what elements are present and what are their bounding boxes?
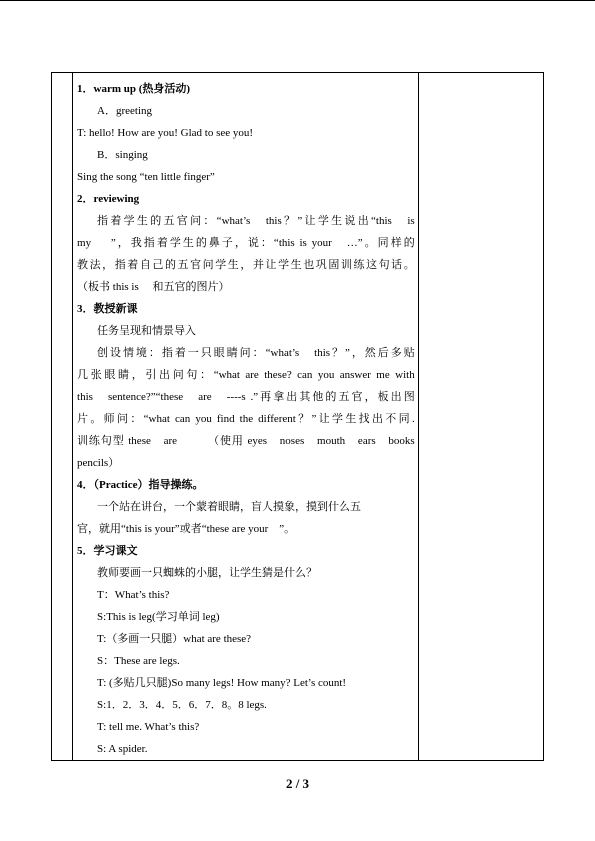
text-line: T: hello! How are you! Glad to see you! — [77, 127, 254, 139]
notes-cell — [418, 73, 543, 761]
text-line: 指着学生的五官问：“what’s this？”让学生说出“this is — [97, 215, 415, 227]
page-number: 2 / 3 — [285, 776, 310, 791]
left-margin-cell — [52, 73, 73, 761]
text-line: 教师要画一只蜘蛛的小腿，让学生猜是什么？ — [97, 567, 318, 579]
section-heading-reviewing: 2．reviewing — [77, 193, 140, 205]
text-line: 官，就用“this is your”或者“these are your ”。 — [77, 523, 296, 535]
text-line: pencils） — [77, 457, 120, 469]
text-line: 训练句型 these are （使用 eyes noses mouth ears books — [77, 435, 415, 447]
top-rule — [0, 0, 595, 1]
text-line: Sing the song “ten little finger” — [77, 171, 215, 183]
text-line: 教法，指着自己的五官问学生，并让学生也巩固训练这句话。 — [77, 259, 415, 271]
section-heading-new-lesson: 3．教授新课 — [77, 303, 138, 315]
dialogue-line: T: (多贴几只腿)So many legs! How many? Let’s count! — [97, 677, 347, 689]
text-line: 片。师问：“what can you find the different？”让学生找出不同. — [77, 413, 415, 425]
section-heading-practice: 4．（Practice）指导操练。 — [77, 479, 204, 491]
text-line: B．singing — [97, 149, 148, 161]
dialogue-line: S: A spider. — [97, 743, 148, 755]
text-line: A．greeting — [97, 105, 153, 117]
dialogue-line: S:This is leg(学习单词 leg) — [97, 611, 220, 623]
dialogue-line: T:（多画一只腿）what are these? — [97, 633, 252, 645]
lesson-table — [51, 72, 544, 761]
dialogue-line: T：What’s this? — [97, 589, 170, 601]
table-row — [52, 73, 544, 761]
lesson-content-cell — [73, 73, 419, 761]
text-line: my ”，我指着学生的鼻子，说：“this is your …”。同样的 — [77, 237, 415, 249]
text-line: this sentence?”“these are ----s .”再拿出其他的五官，板出图 — [77, 391, 415, 403]
text-line: 创设情境：指着一只眼睛问：“what’s this？”，然后多贴 — [97, 347, 415, 359]
text-line: （板书 this is 和五官的图片） — [77, 281, 230, 293]
dialogue-line: T: tell me. What’s this? — [97, 721, 200, 733]
text-line: 一个站在讲台，一个蒙着眼睛，盲人摸象，摸到什么五 — [97, 501, 362, 513]
dialogue-line: S：These are legs. — [97, 655, 180, 667]
text-line: 任务呈现和情景导入 — [97, 325, 197, 337]
text-line: 几张眼睛，引出问句：“what are these? can you answer me with — [77, 369, 415, 381]
section-heading-text-study: 5．学习课文 — [77, 545, 138, 557]
section-heading-warmup: 1．warm up (热身活动) — [77, 83, 191, 95]
dialogue-line: S:1．2．3．4．5．6．7．8。8 legs. — [97, 699, 267, 711]
